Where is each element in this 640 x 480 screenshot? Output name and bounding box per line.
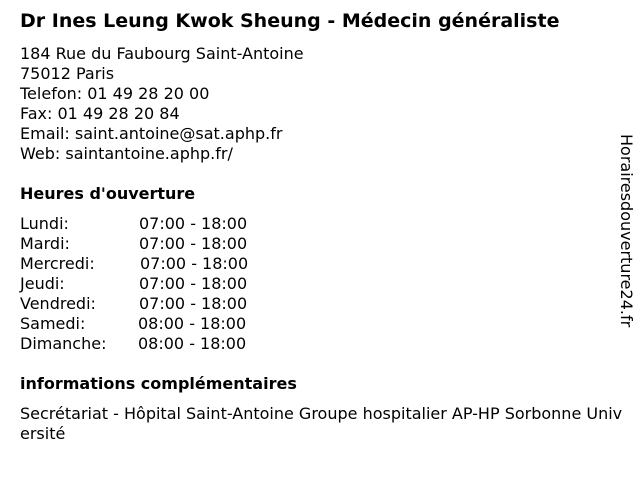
time-range: 07:00 - 18:00 [139,234,248,253]
time-range: 08:00 - 18:00 [138,334,247,353]
page-title: Dr Ines Leung Kwok Sheung - Médecin généraliste [20,10,560,32]
address-street: 184 Rue du Faubourg Saint-Antoine [20,44,304,63]
time-range: 07:00 - 18:00 [139,274,248,293]
website-url: Web: saintantoine.aphp.fr/ [20,144,233,163]
day-label: Lundi: [20,214,69,233]
opening-hours-heading: Heures d'ouverture [20,184,196,203]
email-address: Email: saint.antoine@sat.aphp.fr [20,124,283,143]
address-city: 75012 Paris [20,64,115,83]
fax-number: Fax: 01 49 28 20 84 [20,104,180,123]
day-label: Dimanche: [20,334,107,353]
additional-info-heading: informations complémentaires [20,374,297,393]
time-range: 07:00 - 18:00 [139,214,248,233]
time-range: 07:00 - 18:00 [139,294,248,313]
day-label: Samedi: [20,314,86,333]
time-range: 08:00 - 18:00 [138,314,247,333]
contact-block [20,44,304,164]
site-watermark: Horairesdouverture24.fr [617,134,636,328]
day-label: Mardi: [20,234,70,253]
additional-info-text: Secrétariat - Hôpital Saint-Antoine Groupe hospitalier AP-HP Sorbonne Université [20,404,623,443]
phone-number: Telefon: 01 49 28 20 00 [20,84,210,103]
day-label: Vendredi: [20,294,96,313]
time-range: 07:00 - 18:00 [140,254,249,273]
day-label: Jeudi: [20,274,65,293]
day-label: Mercredi: [20,254,95,273]
